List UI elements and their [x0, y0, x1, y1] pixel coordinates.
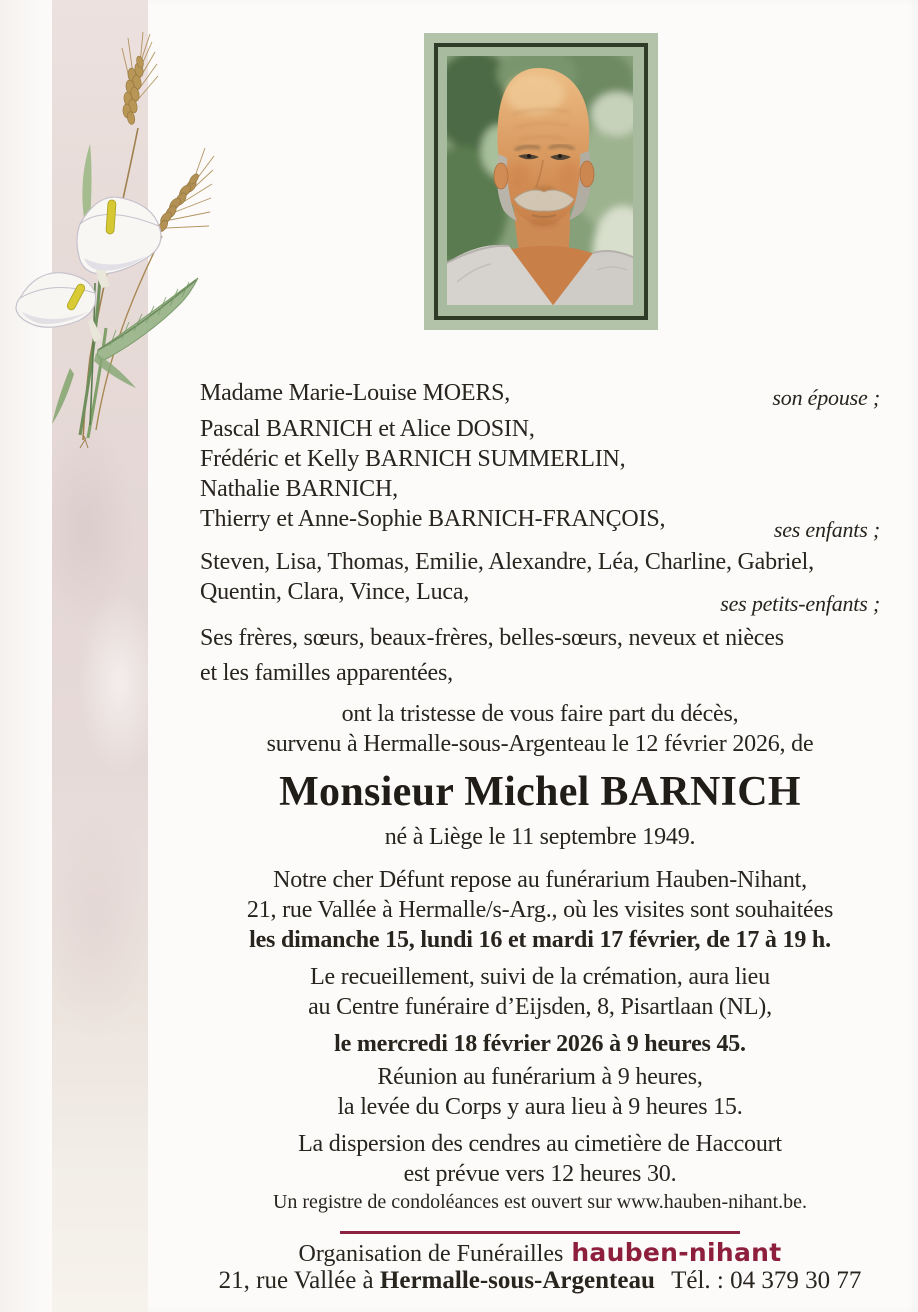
- family-line: Steven, Lisa, Thomas, Emilie, Alexandre, Léa, Charline, Gabriel,: [200, 549, 814, 575]
- footer-address-prefix: 21, rue Vallée à: [218, 1267, 374, 1294]
- funeral-home-logo: hauben-nihant: [571, 1238, 782, 1267]
- ceremony-line: Le recueillement, suivi de la crémation, aura lieu: [310, 964, 770, 990]
- family-line: Nathalie BARNICH,: [200, 476, 398, 502]
- footer-organisation: [200, 1238, 880, 1269]
- portrait-photo-inner-frame: [434, 43, 648, 320]
- portrait-photo-frame: [424, 33, 658, 330]
- dispersion-line: est prévue vers 12 heures 30.: [403, 1161, 677, 1187]
- family-line: Quentin, Clara, Vince, Luca,: [200, 579, 470, 605]
- grandchildren-group: [200, 547, 880, 616]
- fern-leaf: [94, 278, 198, 388]
- relation-label-children: ses enfants ;: [773, 517, 880, 542]
- footer-divider-rule: [340, 1231, 740, 1234]
- dispersion-info: [200, 1129, 880, 1189]
- deceased-name: Monsieur Michel BARNICH: [279, 769, 801, 815]
- spouse-group: [200, 378, 880, 408]
- family-line: Pascal BARNICH et Alice DOSIN,: [200, 416, 535, 442]
- relation-label-grandchildren: ses petits-enfants ;: [720, 591, 880, 616]
- family-line: Madame Marie-Louise MOERS,: [200, 380, 511, 406]
- visitation-line: 21, rue Vallée à Hermalle/s-Arg., où les visites sont souhaitées: [246, 897, 834, 923]
- ceremony-date-bold: le mercredi 18 février 2026 à 9 heures 45.: [334, 1031, 746, 1057]
- footer-org-prefix: Organisation de Funérailles: [298, 1241, 564, 1267]
- ceremony-line: au Centre funéraire d’Eijsden, 8, Pisartlaan (NL),: [308, 994, 772, 1020]
- birth-line: né à Liège le 11 septembre 1949.: [384, 824, 696, 850]
- footer-address: [200, 1266, 880, 1296]
- visitation-dates-bold: les dimanche 15, lundi 16 et mardi 17 février, de 17 à 19 h.: [249, 927, 831, 953]
- visitation-line: Notre cher Défunt repose au funérarium Hauben-Nihant,: [273, 867, 807, 893]
- family-line: Frédéric et Kelly BARNICH SUMMERLIN,: [200, 446, 626, 472]
- visitation-info: [200, 865, 880, 955]
- schedule-info: [200, 1062, 880, 1122]
- portrait-photo: [447, 56, 633, 305]
- ceremony-date: [200, 1029, 880, 1059]
- footer-address-city: Hermalle-sous-Argenteau: [379, 1267, 655, 1294]
- siblings-group: [200, 621, 880, 691]
- children-group: [200, 414, 880, 542]
- schedule-line: Réunion au funérarium à 9 heures,: [377, 1064, 703, 1090]
- birth-info: [200, 822, 880, 852]
- condolence-register-note: Un registre de condoléances est ouvert sur www.hauben-nihant.be.: [272, 1191, 808, 1213]
- footer-phone: Tél. : 04 379 30 77: [671, 1267, 862, 1294]
- dispersion-line: La dispersion des cendres au cimetière de Haccourt: [298, 1131, 782, 1157]
- calla-lily-bouquet-illustration: [0, 28, 215, 453]
- ceremony-info: [200, 962, 880, 1022]
- schedule-line: la levée du Corps y aura lieu à 9 heures 15.: [337, 1094, 743, 1120]
- family-line: et les familles apparentées,: [200, 660, 453, 686]
- family-line: Ses frères, sœurs, beaux-frères, belles-sœurs, neveux et nièces: [200, 625, 784, 651]
- announcement-line: survenu à Hermalle-sous-Argenteau le 12 février 2026, de: [266, 731, 814, 757]
- relation-label-spouse: son épouse ;: [772, 385, 880, 410]
- announcement: [200, 699, 880, 759]
- announcement-line: ont la tristesse de vous faire part du décès,: [341, 701, 739, 727]
- family-line: Thierry et Anne-Sophie BARNICH-FRANÇOIS,: [200, 506, 666, 532]
